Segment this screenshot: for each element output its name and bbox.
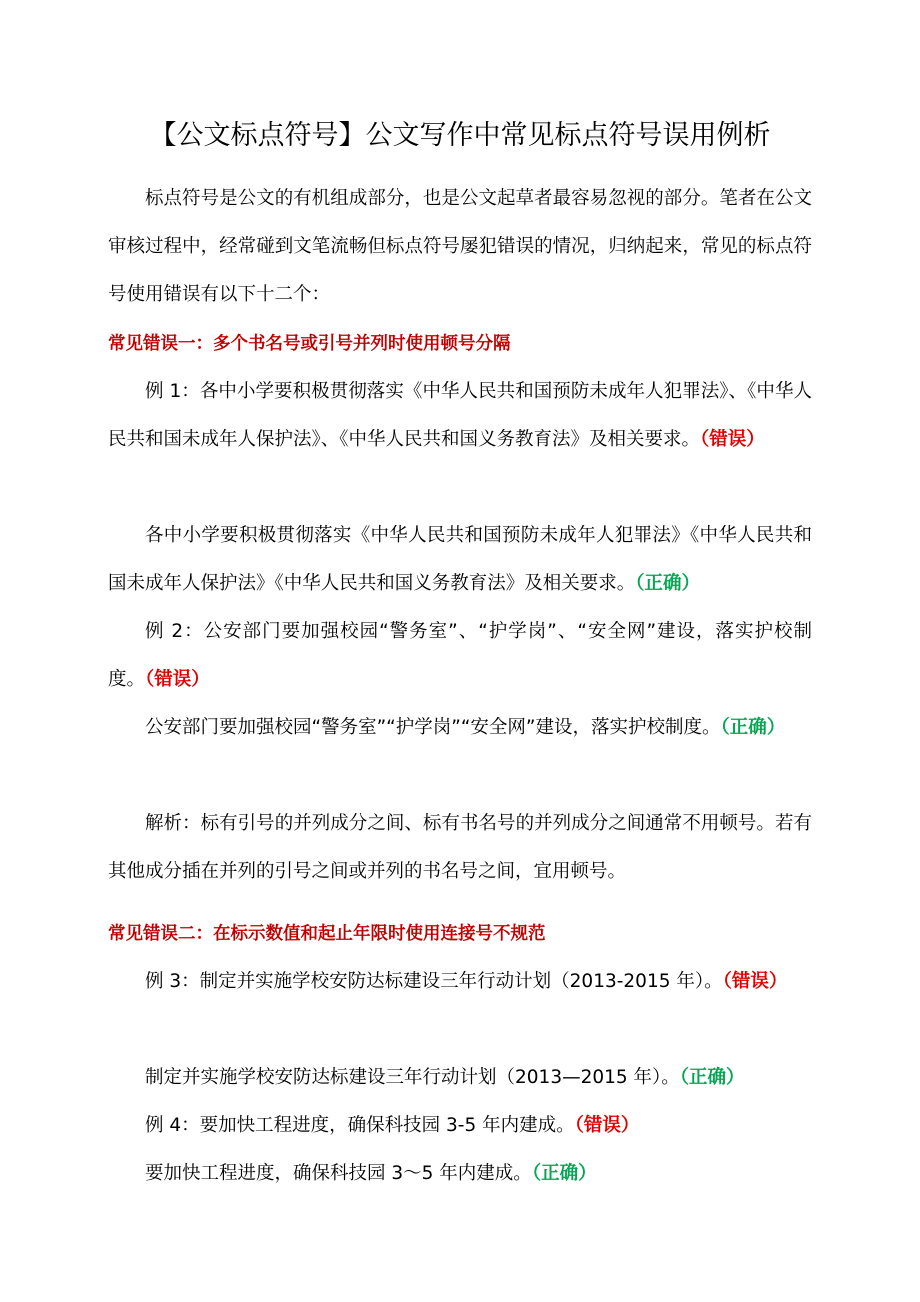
wrong-label: （错误）: [574, 1115, 640, 1136]
wrong-label: （错误）: [145, 669, 210, 690]
right-label: （正确）: [679, 1067, 745, 1088]
example-text: 要加快工程进度，确保科技园 3～5 年内建成。: [145, 1163, 532, 1184]
example-1-right: [108, 512, 812, 608]
analysis-paragraph: 解析：标有引号的并列成分之间、标有书名号的并列成分之间通常不用顿号。若有其他成分插在并列的引号之间或并列的书名号之间，宜用顿号。: [108, 813, 812, 882]
example-4-wrong: [108, 1102, 812, 1150]
example-text: 制定并实施学校安防达标建设三年行动计划（2013—2015 年）。: [145, 1067, 680, 1088]
example-text: 例 2：公安部门要加强校园“警务室”、“护学岗”、“安全网”建设，落实护校制度。: [108, 621, 812, 690]
right-label: （正确）: [635, 573, 701, 594]
example-text: 例 4：要加快工程进度，确保科技园 3-5 年内建成。: [145, 1115, 575, 1136]
document-title: 【公文标点符号】公文写作中常见标点符号误用例析: [149, 120, 771, 151]
example-2-wrong: [108, 608, 812, 704]
right-label: （正确）: [720, 717, 786, 738]
example-text: 公安部门要加强校园“警务室”“护学岗”“安全网”建设，落实护校制度。: [145, 717, 721, 738]
section-heading-2: 常见错误二：在标示数值和起止年限时使用连接号不规范: [108, 924, 546, 944]
example-text: 例 3：制定并实施学校安防达标建设三年行动计划（2013-2015 年）。: [145, 971, 723, 992]
example-3-wrong: [108, 958, 812, 1006]
example-text: 各中小学要积极贯彻落实《中华人民共和国预防未成年人犯罪法》《中华人民共和国未成年人保护法》《中华人民共和国义务教育法》及相关要求。: [108, 525, 812, 594]
example-1-wrong: [108, 368, 812, 464]
example-2-right: [108, 704, 812, 752]
wrong-label: （错误）: [722, 971, 788, 992]
wrong-label: （错误）: [700, 429, 765, 450]
example-4-right: [108, 1150, 812, 1198]
section-heading-1: 常见错误一：多个书名号或引号并列时使用顿号分隔: [108, 334, 511, 354]
example-3-right: [108, 1054, 812, 1102]
right-label: （正确）: [531, 1163, 597, 1184]
intro-paragraph: 标点符号是公文的有机组成部分，也是公文起草者最容易忽视的部分。笔者在公文审核过程中，经常碰到文笔流畅但标点符号屡犯错误的情况，归纳起来，常见的标点符号使用错误有以下十二个：: [108, 188, 812, 305]
example-text: 例 1：各中小学要积极贯彻落实《中华人民共和国预防未成年人犯罪法》、《中华人民共和国未成年人保护法》、《中华人民共和国义务教育法》及相关要求。: [108, 381, 812, 450]
